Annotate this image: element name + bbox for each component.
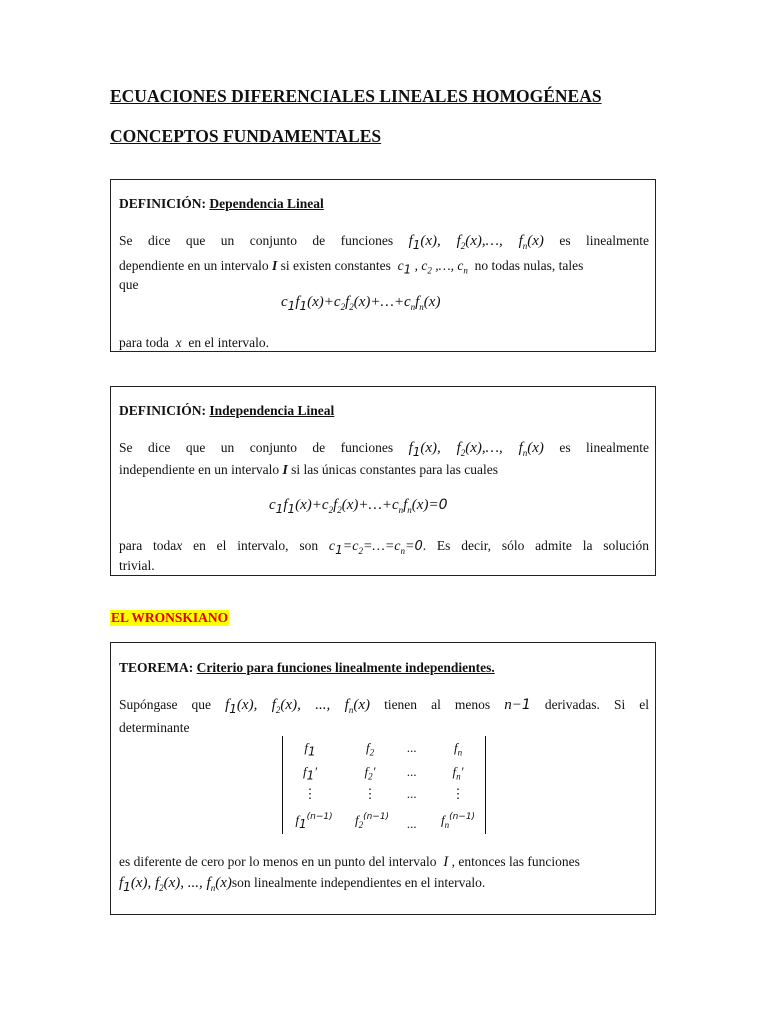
matrix-cell: $f_n$ — [453, 740, 463, 758]
theorem-name: Criterio para funciones linealmente independientes. — [196, 660, 495, 675]
matrix-cell: $f_1'$ — [302, 764, 318, 783]
page-title: ECUACIONES DIFERENCIALES LINEALES HOMOGÉNEAS — [110, 86, 602, 106]
definition-footer: para toda x en el intervalo. — [119, 335, 269, 350]
matrix-cell: ... — [407, 786, 417, 801]
theorem-conclusion-1: es diferente de cero por lo menos en un punto del intervalo I , entonces las funciones — [119, 854, 580, 870]
definition-footer: para todax en el intervalo, son $c_1=c_2=\dots=c_n=0$. Es decir, sólo admite la solución — [119, 538, 649, 557]
definition-footer-line-2: trivial. — [119, 558, 155, 573]
matrix-cell: $f_1^{(n-1)}$ — [295, 812, 333, 831]
definition-name: Dependencia Lineal — [209, 196, 324, 211]
matrix-cell: ⋮ — [451, 786, 465, 801]
definition-line-1: Se dice que un conjunto de funciones $f_1(x)$, $f_2(x),\dots$, $f_n(x)$ es linealmente — [119, 440, 650, 459]
dependence-equation: $c_1f_1(x)+c_2f_2(x)+\dots+c_nf_n(x)$ — [281, 294, 441, 313]
definition-line-3: que — [119, 277, 139, 292]
page-subtitle: CONCEPTOS FUNDAMENTALES — [110, 126, 382, 146]
wronskian-determinant — [282, 736, 486, 834]
section-title-wronskiano: EL WRONSKIANO — [111, 610, 229, 625]
definition-line-2: independiente en un intervalo I si las únicas constantes para las cuales — [119, 462, 499, 477]
matrix-cell: $f_2$ — [365, 740, 375, 758]
matrix-cell: $f_2^{(n-1)}$ — [354, 812, 390, 830]
matrix-cell: $f_n'$ — [452, 764, 464, 782]
matrix-cell: $f_1$ — [304, 740, 316, 759]
definition-name: Independencia Lineal — [209, 403, 335, 418]
theorem-line-2: determinante — [119, 720, 190, 735]
matrix-cell: ⋮ — [303, 786, 317, 801]
definition-heading: DEFINICIÓN: Independencia Lineal — [119, 403, 335, 418]
definition-heading: DEFINICIÓN: Dependencia Lineal — [119, 196, 324, 211]
definition-line-1: Se dice que un conjunto de funciones $f_1(x)$, $f_2(x),\dots$, $f_n(x)$ es linealmente — [119, 233, 650, 252]
matrix-cell: ... — [407, 740, 417, 755]
matrix-cell: ⋮ — [363, 786, 377, 801]
theorem-heading: TEOREMA: Criterio para funciones linealmente independientes. — [119, 660, 495, 675]
definition-line-2: dependiente en un intervalo I si existen constantes $c_1$ , $c_2$ ,…, $c_n$ no todas nulas, tales — [119, 258, 584, 277]
matrix-cell: ... — [407, 764, 417, 779]
definition-box-dependence — [110, 179, 656, 352]
theorem-conclusion-2: $f_1(x)$, $f_2(x)$, ..., $f_n(x)son$ linealmente independientes en el intervalo. — [119, 875, 486, 894]
matrix-cell: $f_2'$ — [364, 764, 376, 782]
definition-box-independence — [110, 386, 656, 576]
independence-equation: $c_1f_1(x)+c_2f_2(x)+\dots+c_nf_n(x)=0$ — [269, 497, 448, 516]
matrix-cell: $f_n^{(n-1)}$ — [440, 812, 476, 830]
theorem-line-1: Supóngase que $f_1(x)$, $f_2(x)$, ..., $f_n(x)$ tienen al menos n−1 derivadas. Si el — [119, 697, 650, 716]
matrix-cell: ... — [407, 816, 417, 831]
